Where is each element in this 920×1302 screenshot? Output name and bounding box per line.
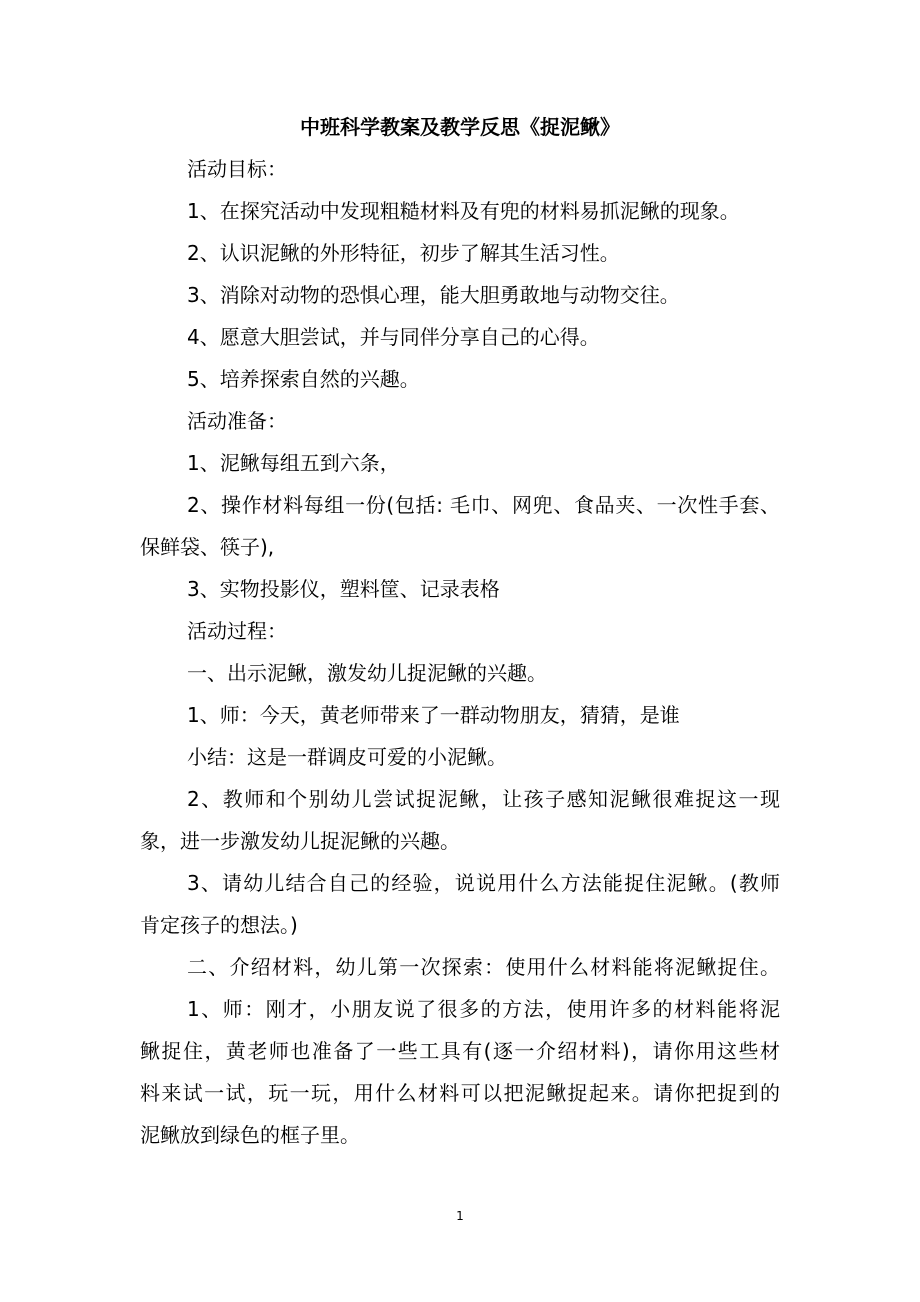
paragraph-line: 1、师：刚才，小朋友说了很多的方法，使用许多的材料能将泥	[187, 997, 780, 1021]
paragraph-line: 3、请幼儿结合自己的经验，说说用什么方法能捉住泥鳅。(教师	[187, 871, 780, 895]
paragraph-line: 4、愿意大胆尝试，并与同伴分享自己的心得。	[187, 325, 600, 349]
paragraph-line: 二、介绍材料，幼儿第一次探索：使用什么材料能将泥鳅捉住。	[187, 955, 780, 979]
paragraph-line: 2、教师和个别幼儿尝试捉泥鳅，让孩子感知泥鳅很难捉这一现	[187, 787, 780, 811]
paragraph-line: 肯定孩子的想法。)	[140, 913, 298, 937]
paragraph-line: 3、实物投影仪，塑料筐、记录表格	[187, 577, 500, 601]
document-title: 中班科学教案及教学反思《捉泥鳅》	[300, 115, 620, 139]
paragraph-line: 泥鳅放到绿色的框子里。	[140, 1123, 360, 1147]
paragraph-line: 2、操作材料每组一份(包括: 毛巾、网兜、食品夹、一次性手套、	[187, 493, 780, 517]
section-heading-process: 活动过程：	[187, 619, 287, 643]
paragraph-line: 2、认识泥鳅的外形特征，初步了解其生活习性。	[187, 241, 620, 265]
paragraph-line: 一、出示泥鳅，激发幼儿捉泥鳅的兴趣。	[187, 661, 547, 685]
paragraph-line: 5、培养探索自然的兴趣。	[187, 367, 420, 391]
paragraph-line: 1、在探究活动中发现粗糙材料及有兜的材料易抓泥鳅的现象。	[187, 199, 740, 223]
paragraph-line: 料来试一试，玩一玩，用什么材料可以把泥鳅捉起来。请你把捉到的	[140, 1081, 780, 1105]
paragraph-line: 小结：这是一群调皮可爱的小泥鳅。	[187, 745, 507, 769]
paragraph-line: 鳅捉住，黄老师也准备了一些工具有(逐一介绍材料)，请你用这些材	[140, 1039, 780, 1063]
paragraph-line: 3、消除对动物的恐惧心理，能大胆勇敢地与动物交往。	[187, 283, 680, 307]
paragraph-line: 保鲜袋、筷子),	[140, 535, 275, 559]
paragraph-line: 1、泥鳅每组五到六条，	[187, 451, 400, 475]
section-heading-goals: 活动目标：	[187, 157, 287, 181]
paragraph-line: 1、师：今天，黄老师带来了一群动物朋友，猜猜，是谁	[187, 703, 680, 727]
paragraph-line: 象，进一步激发幼儿捉泥鳅的兴趣。	[140, 829, 460, 853]
page-number: 1	[456, 1209, 464, 1223]
section-heading-preparation: 活动准备：	[187, 409, 287, 433]
